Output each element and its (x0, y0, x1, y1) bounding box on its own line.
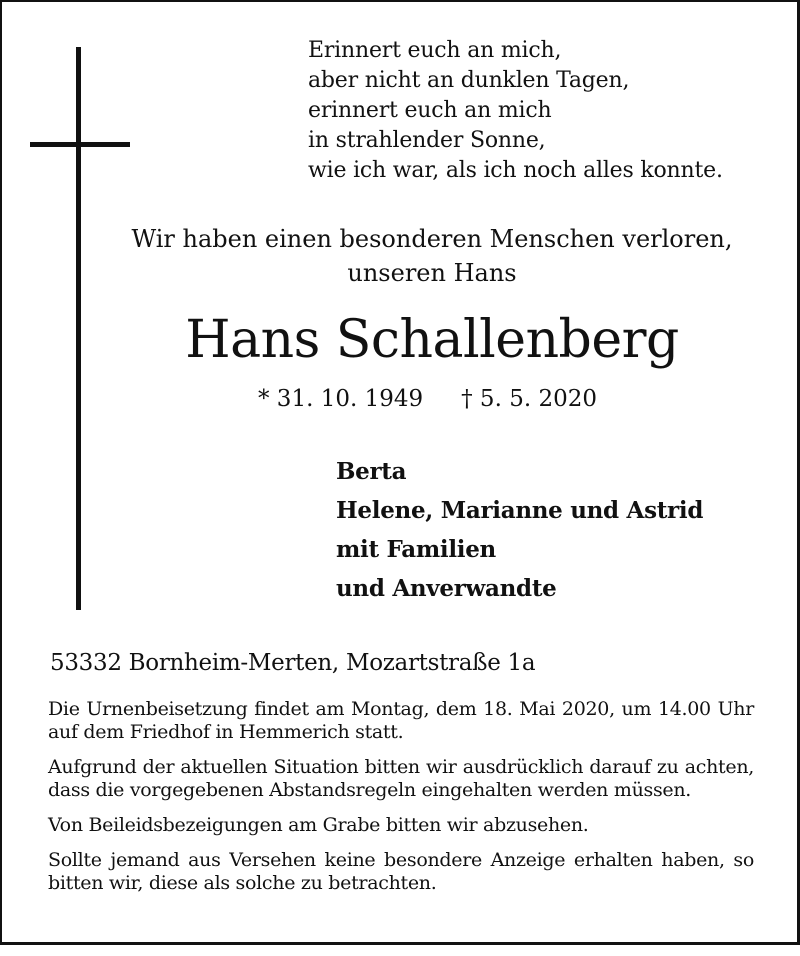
mourner-line: Berta (336, 458, 407, 485)
mourner-line: mit Familien (336, 536, 496, 563)
note-paragraph: Sollte jemand aus Versehen keine besondere Anzeige erhalten haben, so bitten wir, diese als solche zu betrachten. (48, 849, 754, 894)
deceased-name: Hans Schallenberg (185, 310, 679, 370)
poem-line: wie ich war, als ich noch alles konnte. (308, 158, 723, 183)
notes (48, 698, 754, 907)
cross-icon-bar (30, 142, 130, 147)
intro-line: Wir haben einen besonderen Menschen verloren, (131, 225, 733, 253)
poem-line: aber nicht an dunklen Tagen, (308, 68, 630, 93)
mourner-line: Helene, Marianne und Astrid (336, 497, 704, 524)
life-dates (258, 382, 597, 416)
poem-line: Erinnert euch an mich, (308, 38, 562, 63)
address: 53332 Bornheim-Merten, Mozartstraße 1a (50, 650, 536, 676)
note-paragraph: Von Beileidsbezeigungen am Grabe bitten wir abzusehen. (48, 814, 589, 836)
birth-date: * 31. 10. 1949 (258, 386, 424, 412)
note-paragraph: Die Urnenbeisetzung findet am Montag, dem 18. Mai 2020, um 14.00 Uhr auf dem Friedhof in Hemmerich statt. (48, 698, 754, 743)
note-paragraph: Aufgrund der aktuellen Situation bitten wir ausdrücklich darauf zu achten, dass die vorgegebenen Abstandsregeln eingehalten werden müssen. (48, 756, 754, 801)
mourner-line: und Anverwandte (336, 575, 557, 602)
death-date: † 5. 5. 2020 (461, 386, 597, 412)
poem (308, 36, 723, 186)
poem-line: in strahlender Sonne, (308, 128, 546, 153)
intro-line: unseren Hans (347, 259, 517, 287)
intro-text (62, 222, 800, 290)
poem-line: erinnert euch an mich (308, 98, 552, 123)
mourners-list (336, 452, 703, 608)
